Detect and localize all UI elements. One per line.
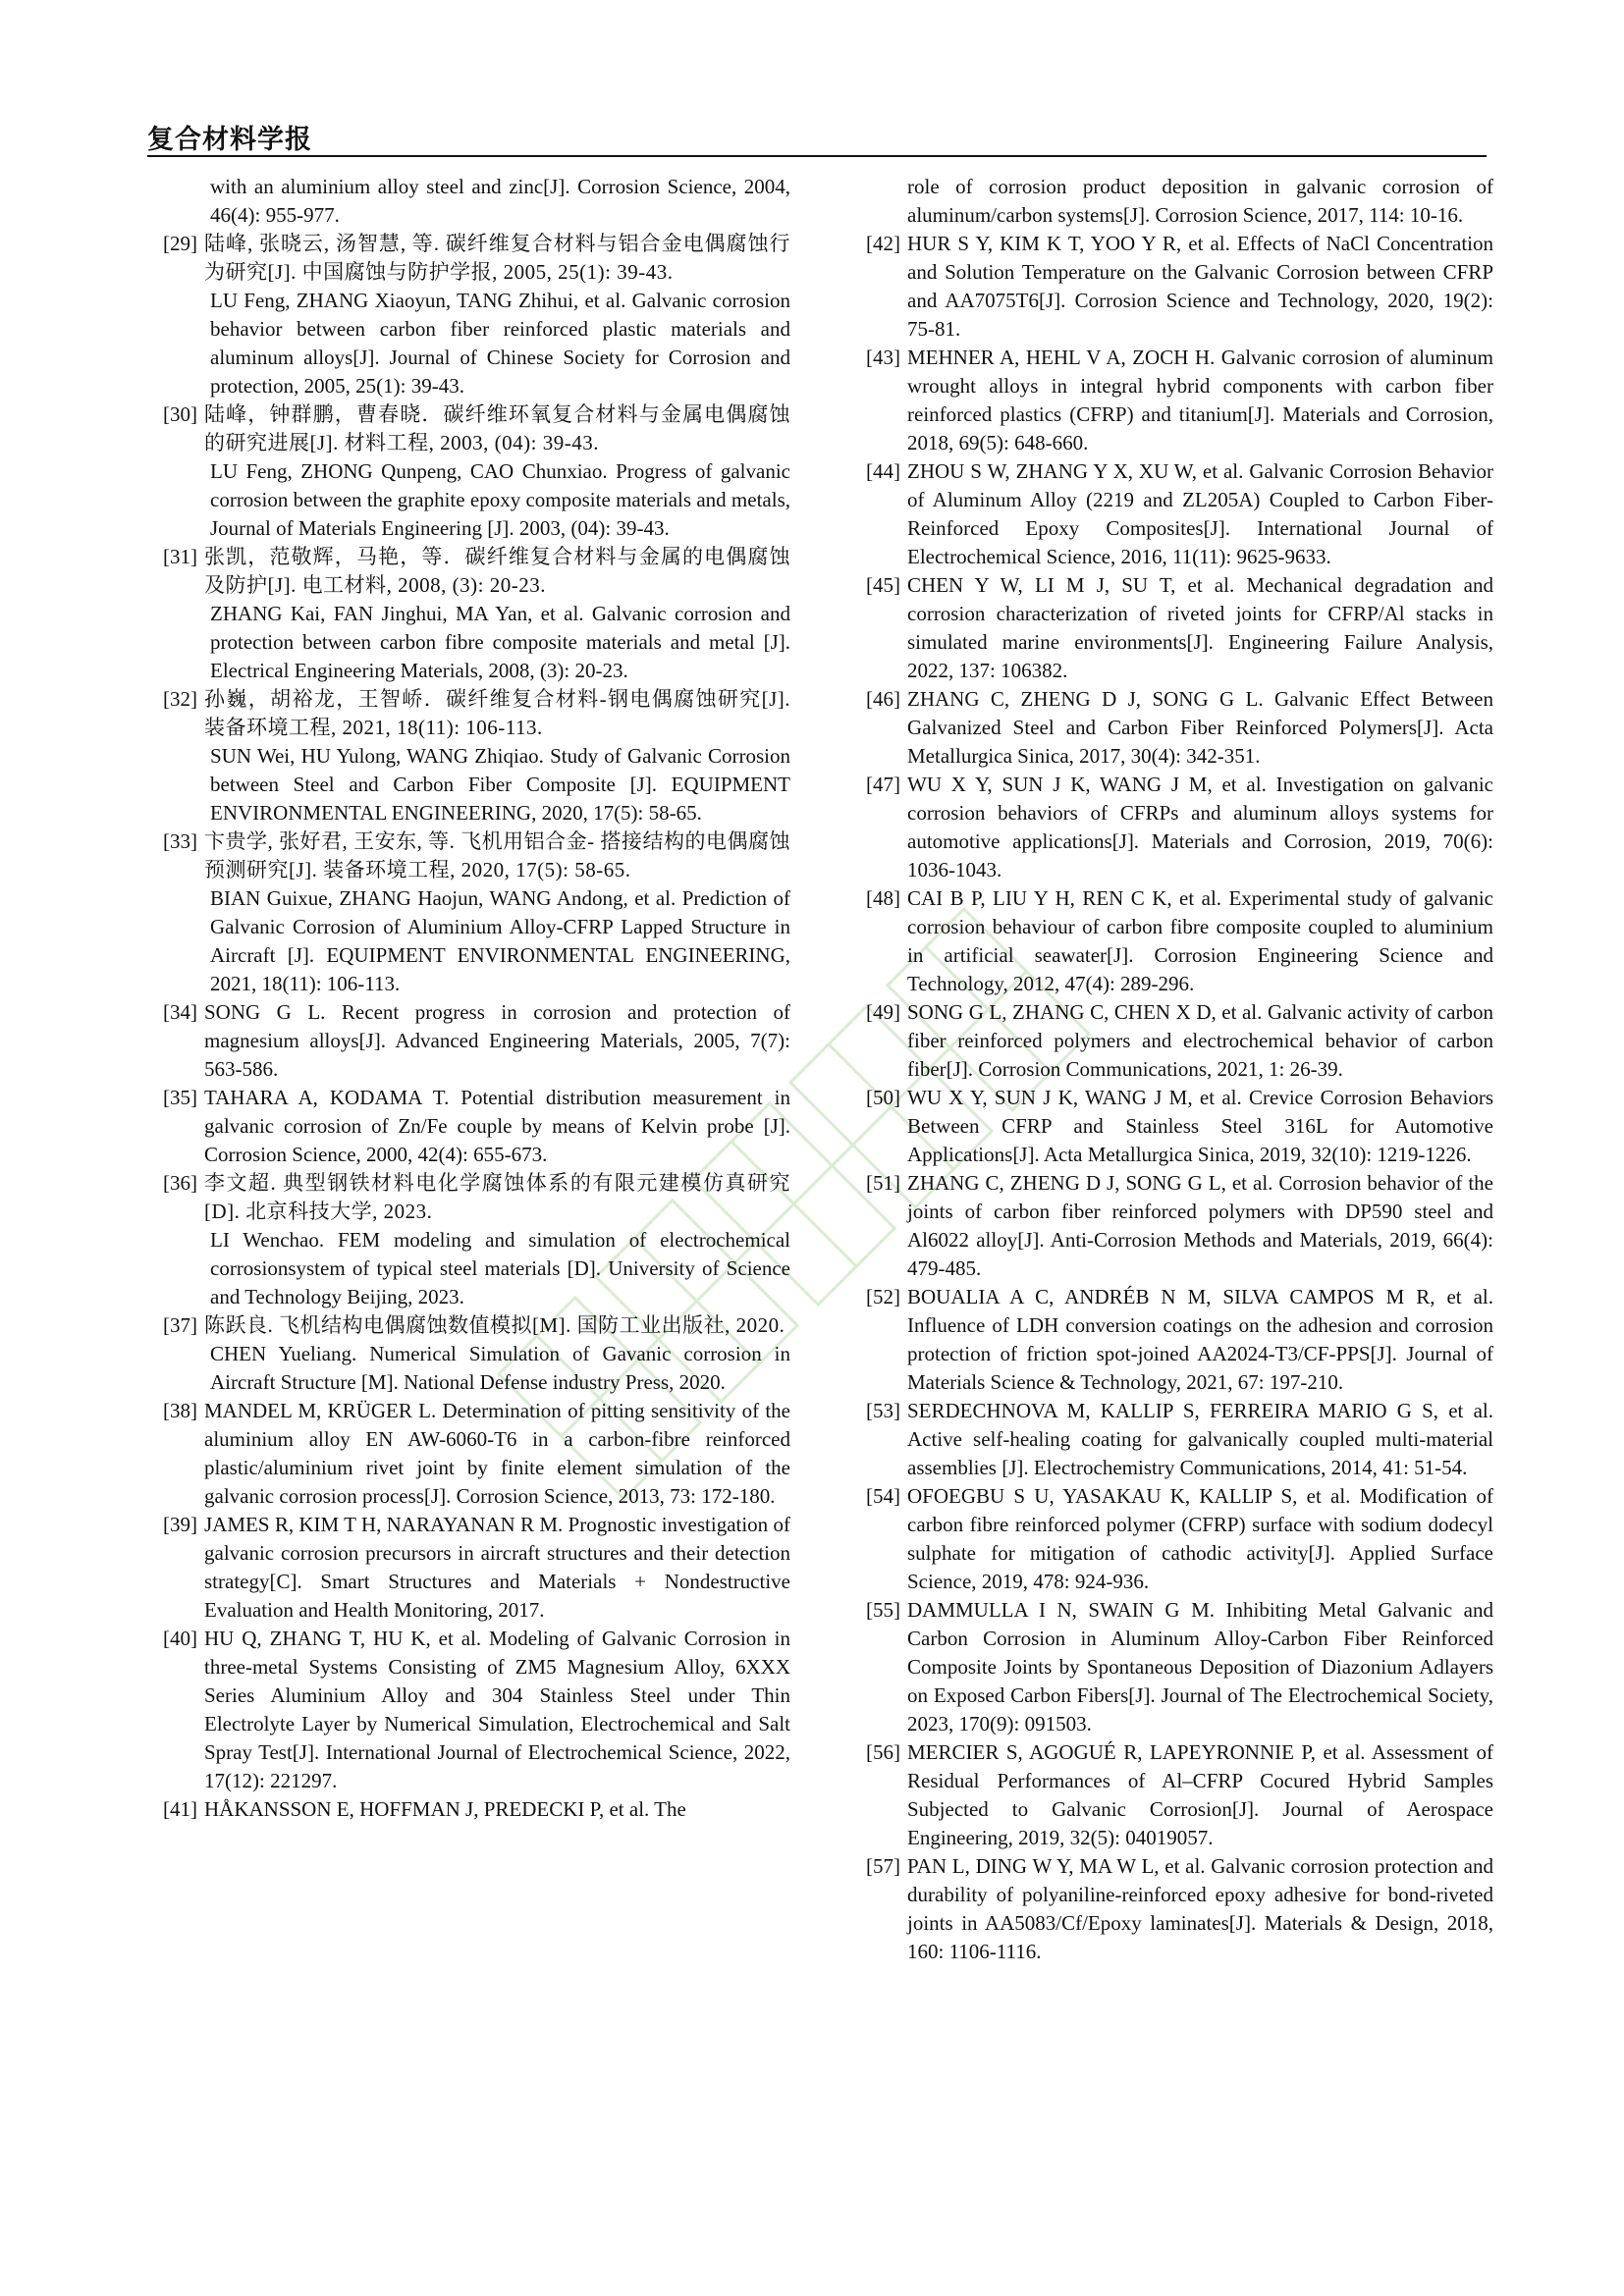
reference-number: [49] [866, 1000, 900, 1024]
reference-entry [147, 173, 790, 230]
reference-number: [32] [163, 687, 197, 711]
reference-text-zh: 李文超. 典型钢铁材料电化学腐蚀体系的有限元建模仿真研究[D]. 北京科技大学, 2023. [204, 1171, 790, 1223]
references-right-column [850, 173, 1493, 1966]
reference-text-en: HUR S Y, KIM K T, YOO Y R, et al. Effects of NaCl Concentration and Solution Temperature on the Galvanic Corrosion between CFRP and AA7075T6[J]. Corrosion Science and Technology, 2020, 19(2): 75-81. [907, 232, 1493, 341]
reference-entry [850, 173, 1493, 230]
reference-entry [850, 344, 1493, 457]
reference-text-en: LU Feng, ZHONG Qunpeng, CAO Chunxiao. Progress of galvanic corrosion between the graphite epoxy composite materials and metals, Journal of Materials Engineering [J]. 2003, (04): 39-43. [210, 459, 790, 540]
reference-entry [147, 400, 790, 543]
reference-text-en: BIAN Guixue, ZHANG Haojun, WANG Andong, et al. Prediction of Galvanic Corrosion of Aluminium Alloy-CFRP Lapped Structure in Aircraft [J]. EQUIPMENT ENVIRONMENTAL ENGINEERING, 2021, 18(11): 106-113. [210, 886, 790, 995]
reference-text-en: SONG G L, ZHANG C, CHEN X D, et al. Galvanic activity of carbon fiber reinforced polymers and electrochemical behavior of carbon fiber[J]. Corrosion Communications, 2021, 1: 26-39. [907, 1000, 1493, 1081]
reference-entry [850, 1397, 1493, 1482]
reference-text-en: ZHOU S W, ZHANG Y X, XU W, et al. Galvanic Corrosion Behavior of Aluminum Alloy (2219 and ZL205A) Coupled to Carbon Fiber-Reinforced Epoxy Composites[J]. International Journal of Electrochemical Science, 2016, 11(11): 9625-9633. [907, 459, 1493, 568]
reference-text-en: CAI B P, LIU Y H, REN C K, et al. Experimental study of galvanic corrosion behaviour of carbon fibre composite coupled to aluminium in artificial seawater[J]. Corrosion Engineering Science and Technology, 2012, 47(4): 289-296. [907, 886, 1493, 995]
reference-text-en: CHEN Y W, LI M J, SU T, et al. Mechanical degradation and corrosion characterization of riveted joints for CFRP/Al stacks in simulated marine environments[J]. Engineering Failure Analysis, 2022, 137: 106382. [907, 573, 1493, 682]
reference-text-en: PAN L, DING W Y, MA W L, et al. Galvanic corrosion protection and durability of polyaniline-reinforced epoxy adhesive for bond-riveted joints in AA5083/Cf/Epoxy laminates[J]. Materials & Design, 2018, 160: 1106-1116. [907, 1854, 1493, 1963]
reference-text-en: SONG G L. Recent progress in corrosion and protection of magnesium alloys[J]. Advanced Engineering Materials, 2005, 7(7): 563-586. [204, 1000, 790, 1081]
reference-text-en: WU X Y, SUN J K, WANG J M, et al. Investigation on galvanic corrosion behaviors of CFRPs and aluminum alloys systems for automotive applications[J]. Materials and Corrosion, 2019, 70(6): 1036-1043. [907, 773, 1493, 881]
reference-number: [31] [163, 545, 197, 568]
reference-text-zh: 陆峰, 张晓云, 汤智慧, 等. 碳纤维复合材料与铝合金电偶腐蚀行为研究[J]. 中国腐蚀与防护学报, 2005, 25(1): 39-43. [204, 232, 790, 284]
references-left-column [147, 173, 790, 1824]
reference-number: [56] [866, 1740, 900, 1764]
reference-text-en: with an aluminium alloy steel and zinc[J]. Corrosion Science, 2004, 46(4): 955-977. [210, 175, 790, 227]
reference-text-en: HU Q, ZHANG T, HU K, et al. Modeling of Galvanic Corrosion in three-metal Systems Consisting of ZM5 Magnesium Alloy, 6XXX Series Aluminium Alloy and 304 Stainless Steel under Thin Electrolyte Layer by Numerical Simulation, Electrochemical and Salt Spray Test[J]. International Journal of Electrochemical Science, 2022, 17(12): 221297. [204, 1627, 790, 1792]
reference-number: [47] [866, 773, 900, 796]
reference-entry [147, 828, 790, 998]
reference-number: [52] [866, 1285, 900, 1308]
reference-text-zh: 孙巍，胡裕龙，王智峤．碳纤维复合材料-钢电偶腐蚀研究[J]. 装备环境工程, 2021, 18(11): 106-113. [204, 687, 790, 739]
reference-text-en: MEHNER A, HEHL V A, ZOCH H. Galvanic corrosion of aluminum wrought alloys in integral hybrid components with carbon fiber reinforced plastics (CFRP) and titanium[J]. Materials and Corrosion, 2018, 69(5): 648-660. [907, 346, 1493, 454]
reference-number: [29] [163, 232, 197, 255]
reference-entry [850, 230, 1493, 344]
header-rule [147, 155, 1487, 157]
reference-number: [45] [866, 573, 900, 597]
reference-text-en: DAMMULLA I N, SWAIN G M. Inhibiting Metal Galvanic and Carbon Corrosion in Aluminum Alloy-Carbon Fiber Reinforced Composite Joints by Spontaneous Deposition of Diazonium Adlayers on Exposed Carbon Fibers[J]. Journal of The Electrochemical Society, 2023, 170(9): 091503. [907, 1598, 1493, 1735]
reference-text-zh: 陈跃良. 飞机结构电偶腐蚀数值模拟[M]. 国防工业出版社, 2020. [204, 1313, 785, 1337]
reference-text-en: TAHARA A, KODAMA T. Potential distribution measurement in galvanic corrosion of Zn/Fe couple by means of Kelvin probe [J]. Corrosion Science, 2000, 42(4): 655-673. [204, 1086, 790, 1166]
reference-number: [34] [163, 1000, 197, 1024]
reference-number: [39] [163, 1513, 197, 1536]
reference-entry [850, 1169, 1493, 1283]
reference-number: [51] [866, 1171, 900, 1195]
reference-entry [147, 1397, 790, 1511]
reference-text-en: HÅKANSSON E, HOFFMAN J, PREDECKI P, et al. The [204, 1797, 686, 1821]
reference-number: [30] [163, 402, 197, 426]
reference-text-zh: 陆峰，钟群鹏，曹春晓．碳纤维环氧复合材料与金属电偶腐蚀的研究进展[J]. 材料工程, 2003, (04): 39-43. [204, 402, 790, 454]
reference-entry [850, 685, 1493, 771]
reference-entry [147, 543, 790, 685]
reference-text-en: OFOEGBU S U, YASAKAU K, KALLIP S, et al. Modification of carbon fibre reinforced polymer (CFRP) surface with sodium dodecyl sulphate for mitigation of cathodic activity[J]. Applied Surface Science, 2019, 478: 924-936. [907, 1484, 1493, 1593]
reference-entry [147, 1795, 790, 1824]
reference-text-en: SERDECHNOVA M, KALLIP S, FERREIRA MARIO G S, et al. Active self-healing coating for galvanically coupled multi-material assemblies [J]. Electrochemistry Communications, 2014, 41: 51-54. [907, 1399, 1493, 1479]
reference-entry [850, 771, 1493, 884]
reference-entry [147, 1311, 790, 1397]
reference-entry [147, 998, 790, 1084]
reference-entry [147, 1084, 790, 1169]
reference-text-en: CHEN Yueliang. Numerical Simulation of Gavanic corrosion in Aircraft Structure [M]. National Defense industry Press, 2020. [210, 1342, 790, 1394]
reference-entry [850, 571, 1493, 685]
reference-text-en: ZHANG C, ZHENG D J, SONG G L, et al. Corrosion behavior of the joints of carbon fiber reinforced polymers with DP590 steel and Al6022 alloy[J]. Anti-Corrosion Methods and Materials, 2019, 66(4): 479-485. [907, 1171, 1493, 1280]
reference-text-en: ZHANG C, ZHENG D J, SONG G L. Galvanic Effect Between Galvanized Steel and Carbon Fiber Reinforced Polymers[J]. Acta Metallurgica Sinica, 2017, 30(4): 342-351. [907, 687, 1493, 768]
reference-entry [850, 457, 1493, 571]
reference-number: [55] [866, 1598, 900, 1622]
reference-text-en: MANDEL M, KRÜGER L. Determination of pitting sensitivity of the aluminium alloy EN AW-6060-T6 in a carbon-fibre reinforced plastic/aluminium rivet joint by finite element simulation of the galvanic corrosion process[J]. Corrosion Science, 2013, 73: 172-180. [204, 1399, 790, 1508]
reference-entry [147, 230, 790, 400]
reference-number: [40] [163, 1627, 197, 1650]
page-header [147, 114, 1487, 159]
reference-number: [54] [866, 1484, 900, 1508]
reference-text-en: MERCIER S, AGOGUÉ R, LAPEYRONNIE P, et al. Assessment of Residual Performances of Al–CFRP Cocured Hybrid Samples Subjected to Galvanic Corrosion[J]. Journal of Aerospace Engineering, 2019, 32(5): 04019057. [907, 1740, 1493, 1849]
reference-entry [850, 1596, 1493, 1738]
reference-text-en: BOUALIA A C, ANDRÉB N M, SILVA CAMPOS M R, et al. Influence of LDH conversion coatings on the adhesion and corrosion protection of friction spot-joined AA2024-T3/CF-PPS[J]. Journal of Materials Science & Technology, 2021, 67: 197-210. [907, 1285, 1493, 1394]
reference-entry [850, 884, 1493, 998]
reference-entry [147, 1511, 790, 1625]
reference-text-en: LU Feng, ZHANG Xiaoyun, TANG Zhihui, et al. Galvanic corrosion behavior between carbon fiber reinforced plastic materials and aluminum alloys[J]. Journal of Chinese Society for Corrosion and protection, 2005, 25(1): 39-43. [210, 289, 790, 398]
reference-entry [850, 1283, 1493, 1397]
reference-entry [147, 1625, 790, 1795]
reference-entry [850, 1852, 1493, 1966]
reference-number: [35] [163, 1086, 197, 1109]
reference-number: [48] [866, 886, 900, 910]
reference-number: [33] [163, 829, 197, 853]
reference-entry [850, 1738, 1493, 1852]
reference-text-zh: 卞贵学, 张好君, 王安东, 等. 飞机用铝合金- 搭接结构的电偶腐蚀预测研究[J]. 装备环境工程, 2020, 17(5): 58-65. [204, 829, 790, 881]
reference-entry [850, 1482, 1493, 1596]
reference-number: [38] [163, 1399, 197, 1422]
reference-number: [37] [163, 1313, 197, 1337]
reference-number: [41] [163, 1797, 197, 1821]
reference-number: [42] [866, 232, 900, 255]
reference-number: [36] [163, 1171, 197, 1195]
reference-number: [46] [866, 687, 900, 711]
reference-text-en: ZHANG Kai, FAN Jinghui, MA Yan, et al. Galvanic corrosion and protection between carbon fibre composite materials and metal [J]. Electrical Engineering Materials, 2008, (3): 20-23. [210, 602, 790, 682]
reference-number: [53] [866, 1399, 900, 1422]
reference-number: [57] [866, 1854, 900, 1878]
reference-text-en: LI Wenchao. FEM modeling and simulation of electrochemical corrosionsystem of typical steel materials [D]. University of Science and Technology Beijing, 2023. [210, 1228, 790, 1308]
reference-entry [850, 998, 1493, 1084]
reference-number: [50] [866, 1086, 900, 1109]
reference-number: [43] [866, 346, 900, 369]
reference-text-en: SUN Wei, HU Yulong, WANG Zhiqiao. Study of Galvanic Corrosion between Steel and Carbon Fiber Composite [J]. EQUIPMENT ENVIRONMENTAL ENGINEERING, 2020, 17(5): 58-65. [210, 744, 790, 825]
reference-text-en: role of corrosion product deposition in galvanic corrosion of aluminum/carbon systems[J]. Corrosion Science, 2017, 114: 10-16. [907, 175, 1493, 227]
reference-entry [147, 685, 790, 828]
reference-text-en: JAMES R, KIM T H, NARAYANAN R M. Prognostic investigation of galvanic corrosion precursors in aircraft structures and their detection strategy[C]. Smart Structures and Materials + Nondestructive Evaluation and Health Monitoring, 2017. [204, 1513, 790, 1622]
reference-number: [44] [866, 459, 900, 483]
reference-text-zh: 张凯，范敬辉，马艳，等．碳纤维复合材料与金属的电偶腐蚀及防护[J]. 电工材料, 2008, (3): 20-23. [204, 545, 790, 597]
journal-title: 复合材料学报 [147, 125, 312, 155]
reference-entry [850, 1084, 1493, 1169]
reference-entry [147, 1169, 790, 1311]
reference-text-en: WU X Y, SUN J K, WANG J M, et al. Crevice Corrosion Behaviors Between CFRP and Stainless Steel 316L for Automotive Applications[J]. Acta Metallurgica Sinica, 2019, 32(10): 1219-1226. [907, 1086, 1493, 1166]
